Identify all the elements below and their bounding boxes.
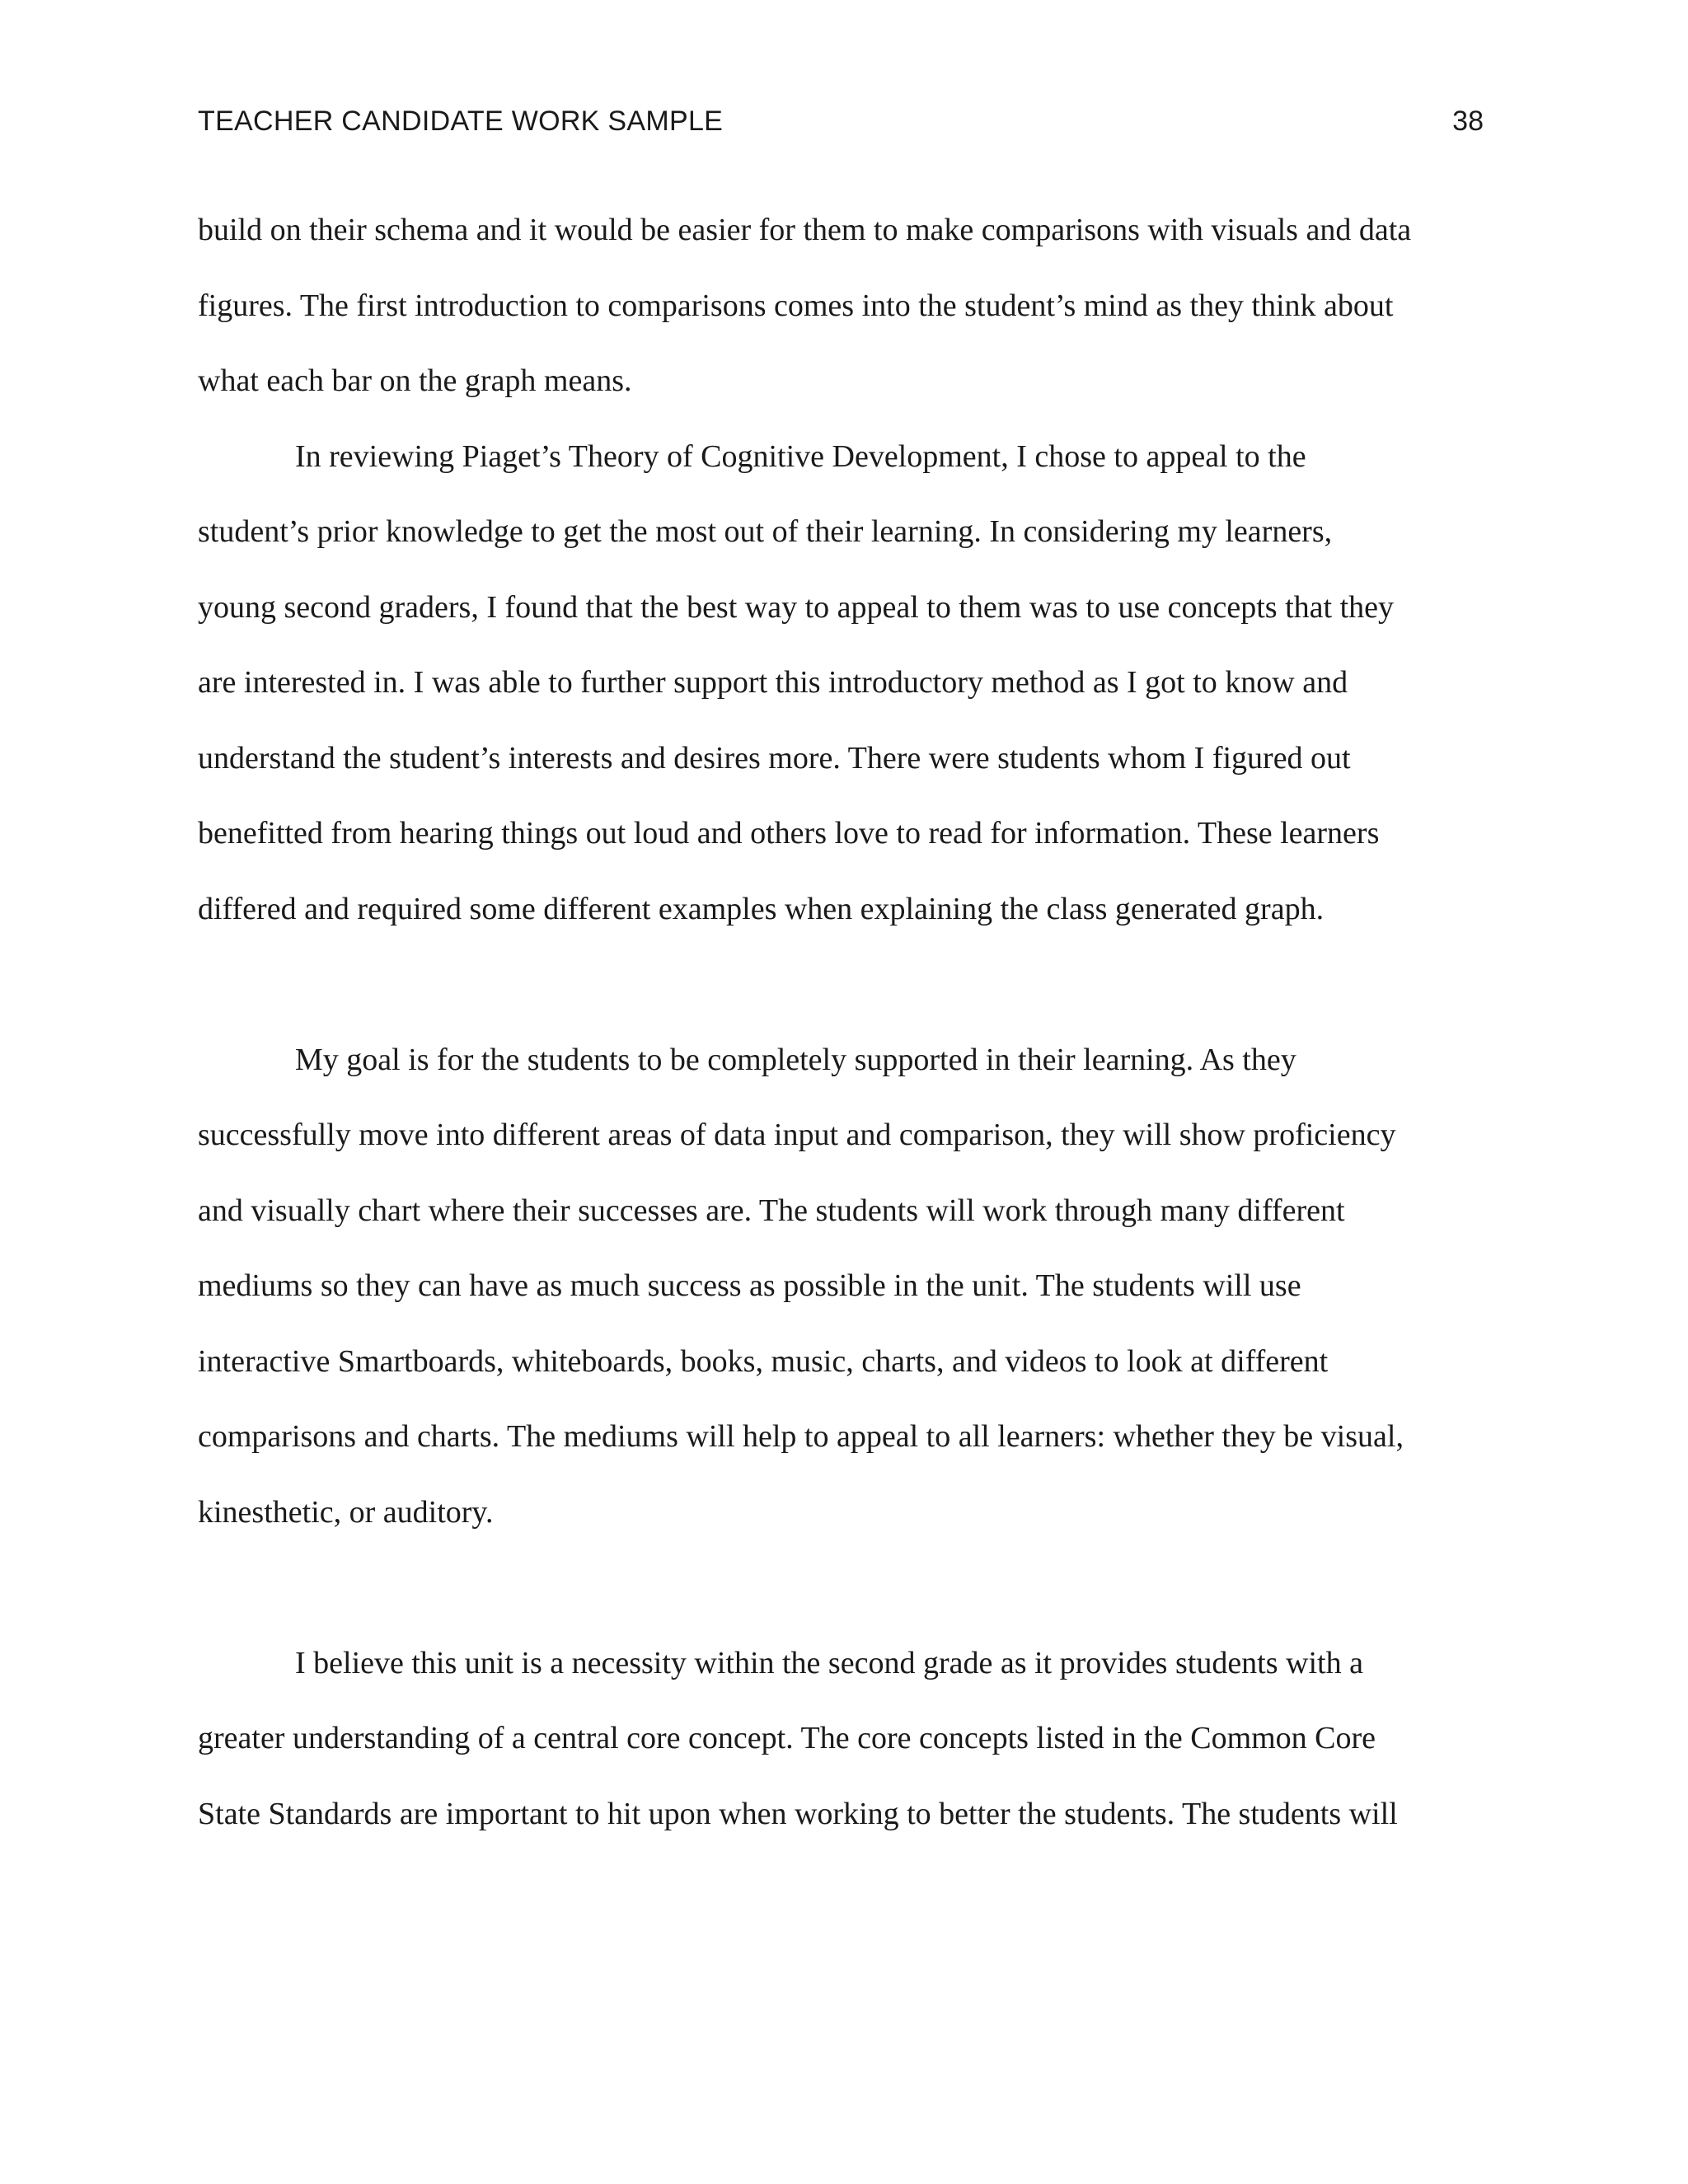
paragraph-gap: [198, 1550, 1484, 1626]
text-line: State Standards are important to hit upon when working to better the students. The students will: [198, 1796, 1398, 1831]
text-line: My goal is for the students to be completely supported in their learning. As they: [295, 1042, 1296, 1077]
paragraph-necessity: [198, 1626, 1484, 1853]
text-line: interactive Smartboards, whiteboards, books, music, charts, and videos to look at different: [198, 1343, 1329, 1379]
text-line: understand the student’s interests and desires more. There were students whom I figured out: [198, 740, 1351, 776]
text-line: greater understanding of a central core concept. The core concepts listed in the Common Core: [198, 1721, 1376, 1755]
text-line: comparisons and charts. The mediums will help to appeal to all learners: whether they be visual,: [198, 1419, 1404, 1454]
page-number: 38: [1452, 105, 1484, 137]
text-line: figures. The first introduction to comparisons comes into the student’s mind as they think about: [198, 288, 1394, 323]
text-line: what each bar on the graph means.: [198, 363, 632, 398]
text-line: kinesthetic, or auditory.: [198, 1494, 494, 1530]
paragraph-continuation: [198, 193, 1484, 419]
text-line: and visually chart where their successes are. The students will work through many different: [198, 1193, 1345, 1228]
running-head-title: TEACHER CANDIDATE WORK SAMPLE: [198, 105, 724, 137]
paragraph-goal: [198, 1023, 1484, 1551]
running-head: [198, 101, 1484, 142]
text-line: I believe this unit is a necessity within the second grade as it provides students with a: [295, 1645, 1363, 1680]
text-line: In reviewing Piaget’s Theory of Cognitive Development, I chose to appeal to the: [295, 438, 1306, 474]
text-line: differed and required some different examples when explaining the class generated graph.: [198, 891, 1325, 926]
text-line: student’s prior knowledge to get the most out of their learning. In considering my learners,: [198, 514, 1333, 549]
text-line: are interested in. I was able to further support this introductory method as I got to know and: [198, 665, 1348, 700]
paragraph-gap: [198, 947, 1484, 1023]
text-line: build on their schema and it would be easier for them to make comparisons with visuals and data: [198, 213, 1412, 247]
text-line: mediums so they can have as much success as possible in the unit. The students will use: [198, 1268, 1301, 1303]
paragraph-piaget: [198, 419, 1484, 948]
body-text: [198, 193, 1484, 1852]
text-line: benefitted from hearing things out loud and others love to read for information. These learners: [198, 816, 1380, 851]
text-line: successfully move into different areas of data input and comparison, they will show proficiency: [198, 1118, 1396, 1152]
text-line: young second graders, I found that the best way to appeal to them was to use concepts that they: [198, 589, 1394, 625]
